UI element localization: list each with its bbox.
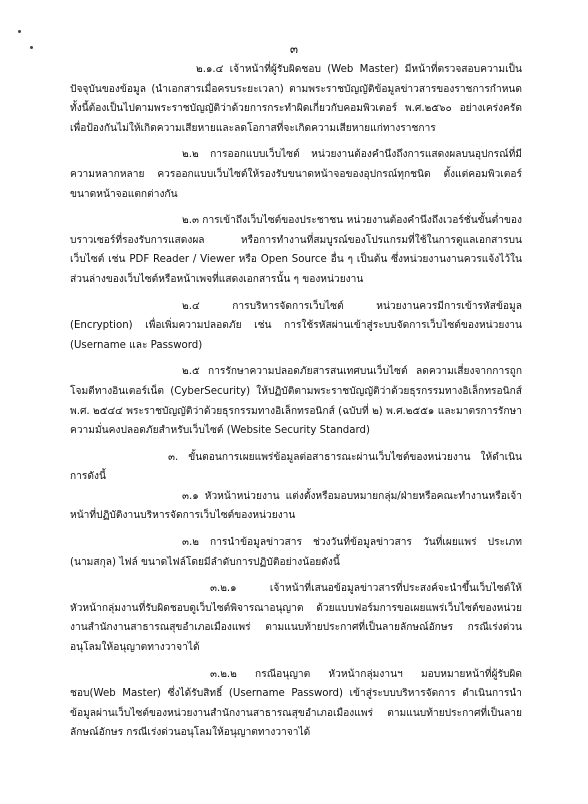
- page-number: ๓: [289, 42, 299, 56]
- paragraph-3-2-2: ๓.๒.๒ กรณีอนุญาต หัวหน้ากลุ่มงานฯ มอบหมายหน้าที่ผู้รับผิดชอบ(Web Master) ซึ่งได้รับสิทธิ์ (Username Password) เข้าสู่ระบบบริหารจัดการ ดำเนินการนำข้อมูลผ่านเว็บไซต์ของหน่วยงานสำนักงานสาธารณสุขอำเภอเมืองแพร่ ตามแนบท้ายประกาศที่เป็นลายลักษณ์อักษร กรณีเร่งด่วนอนุโลมให้อนุญาตทางวาจาได้: [70, 668, 522, 739]
- paragraph-2-4: ๒.๔ การบริหารจัดการเว็บไซต์ หน่วยงานควรมีการเข้ารหัสข้อมูล (Encryption) เพื่อเพิ่มความปลอดภัย เช่น การใช้รหัสผ่านเข้าสู่ระบบจัดการเว็บไซต์ของหน่วยงาน (Username และ Password): [70, 300, 522, 351]
- paragraph-3-2-1: ๓.๒.๑ เจ้าหน้าที่เสนอข้อมูลข่าวสารที่ประสงค์จะนำขึ้นเว็บไซต์ให้ หัวหน้ากลุ่มงานที่รับผิดชอบดูเว็บไซต์พิจารณาอนุญาต ด้วยแบบฟอร์มการขอเผยแพร่เว็บไซต์ของหน่วยงานสำนักงานสาธารณสุขอำเภอเมืองแพร่ ตามแนบท้ายประกาศที่เป็นลายลักษณ์อักษร กรณีเร่งด่วนอนุโลมให้อนุญาตทางวาจาได้: [70, 583, 522, 654]
- paragraph-3-2: ๓.๒ การนำข้อมูลข่าวสาร ช่วงวันที่ข้อมูลข่าวสาร วันที่เผยแพร่ ประเภท (นามสกุล) ไฟล์ ขนาดไฟล์โดยมีลำดับการปฏิบัติอย่างน้อยดังนี้: [70, 537, 522, 568]
- document-body: [70, 60, 522, 743]
- paragraph-2-5: ๒.๕ การรักษาความปลอดภัยสารสนเทศบนเว็บไซต์ ลดความเสี่ยงจากการถูกโจมตีทางอินเตอร์เน็ต (CyberSecurity) ให้ปฏิบัติตามพระราชบัญญัติว่าด้วยธุรกรรมทางอิเล็กทรอนิกส์ พ.ศ. ๒๕๔๔ พระราชบัญญัติว่าด้วยธุรกรรมทางอิเล็กทรอนิกส์ (ฉบับที่ ๒) พ.ศ.๒๕๕๑ และมาตรการรักษาความมั่นคงปลอดภัยสำหรับเว็บไซต์ (Website Security Standard): [70, 366, 522, 437]
- paragraph-2-2: ๒.๒ การออกแบบเว็บไซต์ หน่วยงานต้องคำนึงถึงการแสดงผลบนอุปกรณ์ที่มีความหลากหลาย ควรออกแบบเว็บไซต์ให้รองรับขนาดหน้าจอของอุปกรณ์ทุกชนิด ตั้งแต่คอมพิวเตอร์ขนาดหน้าจอแตกต่างกัน: [70, 149, 522, 200]
- section-3-heading: ๓. ขั้นตอนการเผยแพร่ข้อมูลต่อสาธารณะผ่านเว็บไซต์ของหน่วยงาน ให้ดำเนินการดังนี้: [70, 451, 522, 483]
- paragraph-3-1: ๓.๑ หัวหน้าหน่วยงาน แต่งตั้งหรือมอบหมายกลุ่ม/ฝ่ายหรือคณะทำงานหรือเจ้าหน้าที่ปฏิบัติงานบริหารจัดการเว็บไซต์ของหน่วยงาน: [70, 490, 522, 522]
- scan-mark: [30, 46, 33, 49]
- paragraph-2-3: ๒.๓ การเข้าถึงเว็บไซต์ของประชาชน หน่วยงานต้องคำนึงถึงเวอร์ชั่นขั้นต่ำของบราวเซอร์ที่รองรับการแสดงผล หรือการทำงานที่สมบูรณ์ของโปรแกรมที่ใช้ในการดูแลเอกสารบนเว็บไซต์ เช่น PDF Reader / Viewer หรือ Open Source อื่น ๆ เป็นต้น ซึ่งหน่วยงานงานควรแจ้งไว้ในส่วนล่างของเว็บไซต์หรือหน้าเพจที่แสดงเอกสารนั้น ๆ ของหน่วยงาน: [70, 215, 522, 285]
- scan-mark: [18, 30, 21, 33]
- paragraph-2-1-4: ๒.๑.๔ เจ้าหน้าที่ผู้รับผิดชอบ (Web Master) มีหน้าที่ตรวจสอบความเป็นปัจจุบันของข้อมูล (นำเอกสารเมื่อครบระยะเวลา) ตามพระราชบัญญัติข้อมูลข่าวสารของราชการกำหนด ทั้งนี้ต้องเป็นไปตามพระราชบัญญัติว่าด้วยการกระทำผิดเกี่ยวกับคอมพิวเตอร์ พ.ศ.๒๕๖๐ อย่างเคร่งครัด เพื่อป้องกันไม่ให้เกิดความเสียหายและลดโอกาสที่จะเกิดความเสียหายแก่ทางราชการ: [70, 64, 522, 134]
